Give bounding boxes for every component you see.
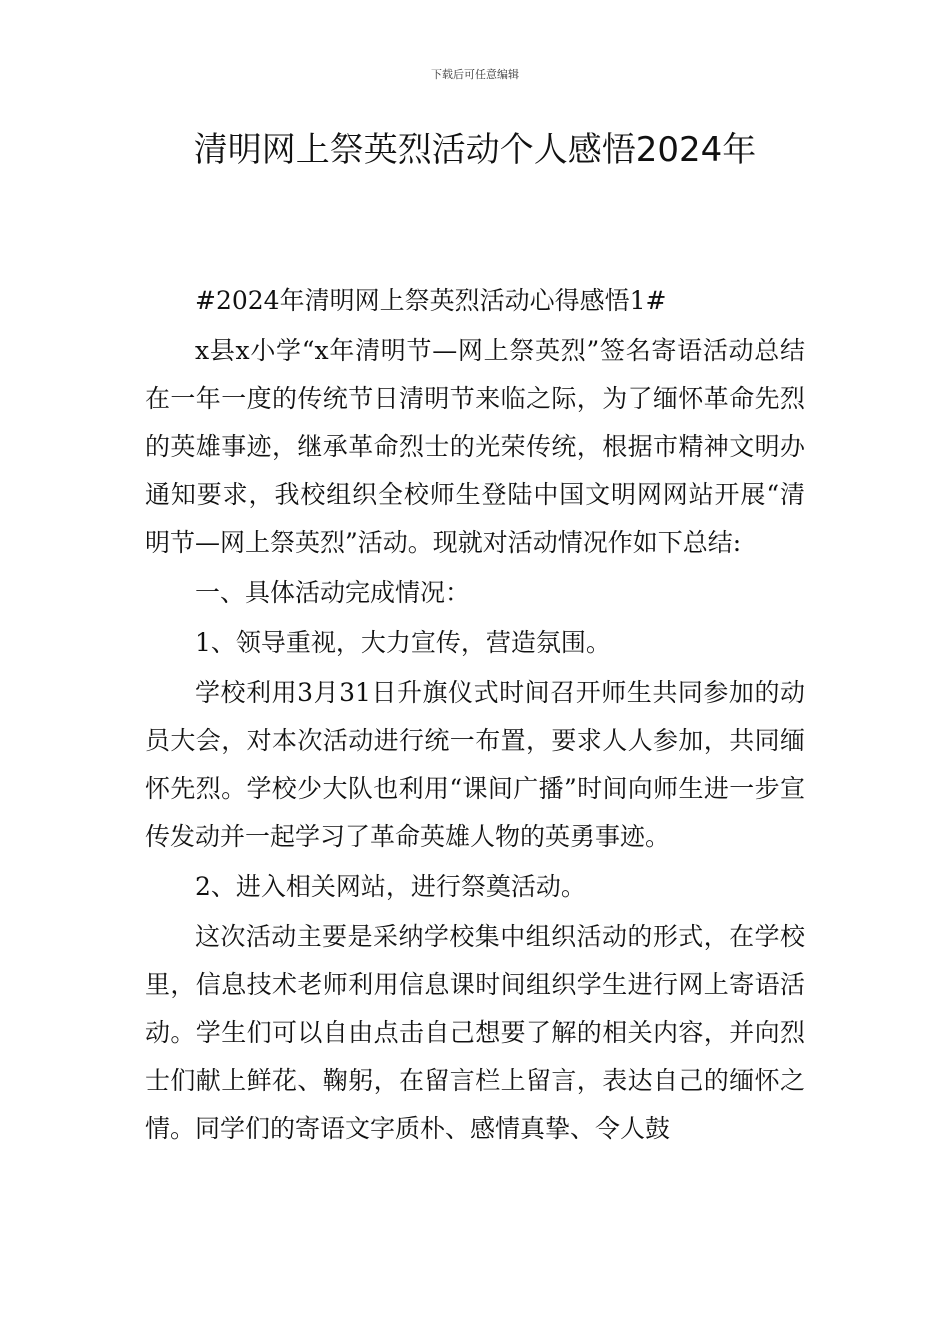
- paragraph-intro: x县x小学“x年清明节—网上祭英烈”签名寄语活动总结在一年一度的传统节日清明节来临之际，为了缅怀革命先烈的英雄事迹，继承革命烈士的光荣传统，根据市精神文明办通知要求，我校组织全校师生登陆中国文明网网站开展“清明节—网上祭英烈”活动。现就对活动情况作如下总结:: [145, 336, 805, 557]
- paragraph-subtitle: #2024年清明网上祭英烈活动心得感悟1#: [195, 286, 667, 315]
- item-heading-2: 2、进入相关网站，进行祭奠活动。: [195, 872, 586, 901]
- item-heading-1: 1、领导重视，大力宣传，营造氛围。: [195, 628, 611, 657]
- paragraph-item-1: 学校利用3月31日升旗仪式时间召开师生共同参加的动员大会，对本次活动进行统一布置，要求人人参加，共同缅怀先烈。学校少大队也利用“课间广播”时间向师生进一步宣传发动并一起学习了革命英雄人物的英勇事迹。: [145, 678, 805, 851]
- section-heading: 一、具体活动完成情况：: [195, 578, 471, 607]
- document-body: [145, 277, 805, 1155]
- document-title: 清明网上祭英烈活动个人感悟2024年: [193, 130, 757, 170]
- paragraph-item-2: 这次活动主要是采纳学校集中组织活动的形式，在学校里，信息技术老师利用信息课时间组织学生进行网上寄语活动。学生们可以自由点击自己想要了解的相关内容，并向烈士们献上鲜花、鞠躬，在留言栏上留言，表达自己的缅怀之情。同学们的寄语文字质朴、感情真挚、令人鼓: [145, 922, 805, 1143]
- header-note: 下载后可任意编辑: [431, 68, 519, 81]
